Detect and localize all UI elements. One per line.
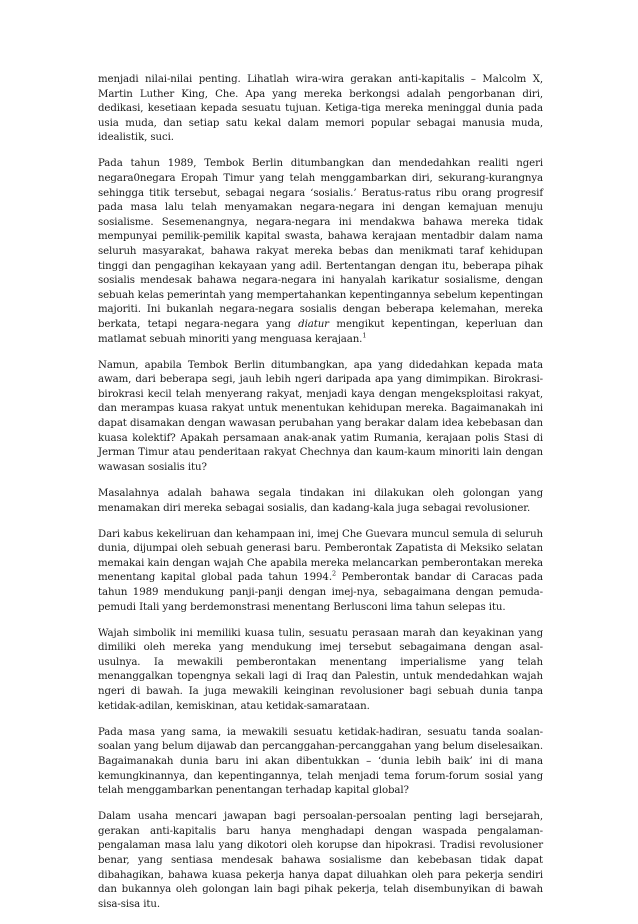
text-run: Dari kabus kekeliruan dan kehampaan ini, imej Che Guevara muncul semula di seluruh dunia, dijumpai oleh sebuah generasi baru. Pemberontak Zapatista di Meksiko selatan memakai kain dengan wajah Che apabila mereka melancarkan pemberontakan mereka menentang kapital global pada tahun 1994. xyxy=(98,528,543,584)
paragraph xyxy=(98,73,543,146)
text-run: Pada tahun 1989, Tembok Berlin ditumbangkan dan mendedahkan realiti ngeri negara0negara Eropah Timur yang telah menggambarkan diri, sekurang-kurangnya sehingga titik tersebut, sebagai negara ‘sosialis.’ Beratus-ratus ribu orang progresif pada masa lalu telah menyamakan negara-negara ini dengan kemajuan menuju sosialisme. Sesemenangnya, negara-negara ini mendakwa bahawa mereka tidak mempunyai pemilik-pemilik kapital swasta, bahawa kerajaan mentadbir dalam nama seluruh masyarakat, bahawa rakyat mereka bebas dan menikmati taraf kehidupan tinggi dan pengagihan kekayaan yang adil. Bertentangan dengan itu, beberapa pihak sosialis mendesak bahawa negara-negara ini hanyalah karikatur sosialisme, dengan sebuah kelas pemerintah yang mempertahankan kepentingannya sebelum kepentingan majoriti. Ini bukanlah negara-negara sosialis dengan beberapa kelemahan, mereka berkata, tetapi negara-negara yang xyxy=(98,158,543,330)
paragraph xyxy=(98,627,543,715)
paragraph xyxy=(98,810,543,912)
text-run: Namun, apabila Tembok Berlin ditumbangkan, apa yang didedahkan kepada mata awam, dari beberapa segi, jauh lebih ngeri daripada apa yang dimimpikan. Birokrasi-birokrasi kecil telah menyerang rakyat, menjadi kaya dengan mengeksploitasi rakyat, dan merampas kuasa rakyat untuk menentukan kehidupan mereka. Bagaimanakah ini dapat disamakan dengan wawasan perubahan yang berakar dalam idea kebebasan dan kuasa kolektif? Apakah persamaan anak-anak yatim Rumania, kerajaan polis Stasi di Jerman Timur atau penderitaan rakyat Chechnya dan kaum-kaum minoriti lain dengan wawasan sosialis itu? xyxy=(98,359,543,473)
text-run: Masalahnya adalah bahawa segala tindakan ini dilakukan oleh golongan yang menamakan diri mereka sebagai sosialis, dan kadang-kala juga sebagai revolusioner. xyxy=(98,487,543,514)
text-run: Pemberontak bandar di Caracas pada tahun 1989 mendukung panji-panji dengan imej-nya, sebagaimana dengan pemuda-pemudi Itali yang berdemonstrasi menentang Berlusconi lima tahun selepas itu. xyxy=(98,572,543,613)
paragraph xyxy=(98,359,543,476)
text-run: Pada masa yang sama, ia mewakili sesuatu ketidak-hadiran, sesuatu tanda soalan-soalan yang belum dijawab dan percanggahan-percanggahan yang belum diselesaikan. Bagaimanakah dunia baru ini akan dibentukkan – ‘dunia lebih baik’ ini di mana kemungkinannya, dan kepentingannya, telah menjadi tema forum-forum sosial yang telah menggambarkan penentangan terhadap kapital global? xyxy=(98,726,543,797)
text-run: Wajah simbolik ini memiliki kuasa tulin, sesuatu perasaan marah dan keyakinan yang dimiliki oleh mereka yang mendukung imej tersebut sebagaimana dengan asal-usulnya. Ia mewakili pemberontakan menentang imperialisme yang telah menanggalkan topengnya sekali lagi di Iraq dan Palestin, untuk mendedahkan wajah ngeri di bawah. Ia juga mewakili keinginan revolusioner bagi sebuah dunia tanpa ketidak-adilan, kemiskinan, atau ketidak-samarataan. xyxy=(98,627,543,712)
document-body xyxy=(98,73,543,924)
footnote-ref: 1 xyxy=(362,331,367,340)
footnote-ref: 2 xyxy=(331,570,336,579)
text-run: Dalam usaha mencari jawapan bagi persoalan-persoalan penting lagi bersejarah, gerakan anti-kapitalis baru hanya menghadapi dengan waspada pengalaman-pengalaman masa lalu yang dikotori oleh korupse dan hipokrasi. Tradisi revolusioner benar, yang sentiasa mendesak bahawa sosialisme dan kebebasan tidak dapat dibahagikan, bahawa kuasa pekerja hanya dapat diluahkan oleh para pekerja sendiri dan bukannya oleh golongan lain bagi pihak pekerja, telah disembunyikan di bawah sisa-sisa itu. xyxy=(98,811,543,910)
italic-text: diatur xyxy=(298,319,329,330)
text-run: mengikut kepentingan, keperluan dan matlamat sebuah minoriti yang menguasa kerajaan. xyxy=(98,319,543,345)
paragraph xyxy=(98,726,543,799)
paragraph xyxy=(98,487,543,516)
paragraph xyxy=(98,157,543,347)
paragraph xyxy=(98,528,543,616)
text-run: menjadi nilai-nilai penting. Lihatlah wira-wira gerakan anti-kapitalis – Malcolm X, Martin Luther King, Che. Apa yang mereka berkongsi adalah pengorbanan diri, dedikasi, kesetiaan kepada sesuatu tujuan. Ketiga-tiga mereka meninggal dunia pada usia muda, dan setiap satu kekal dalam memori popular sebagai manusia muda, idealistik, suci. xyxy=(98,74,543,144)
